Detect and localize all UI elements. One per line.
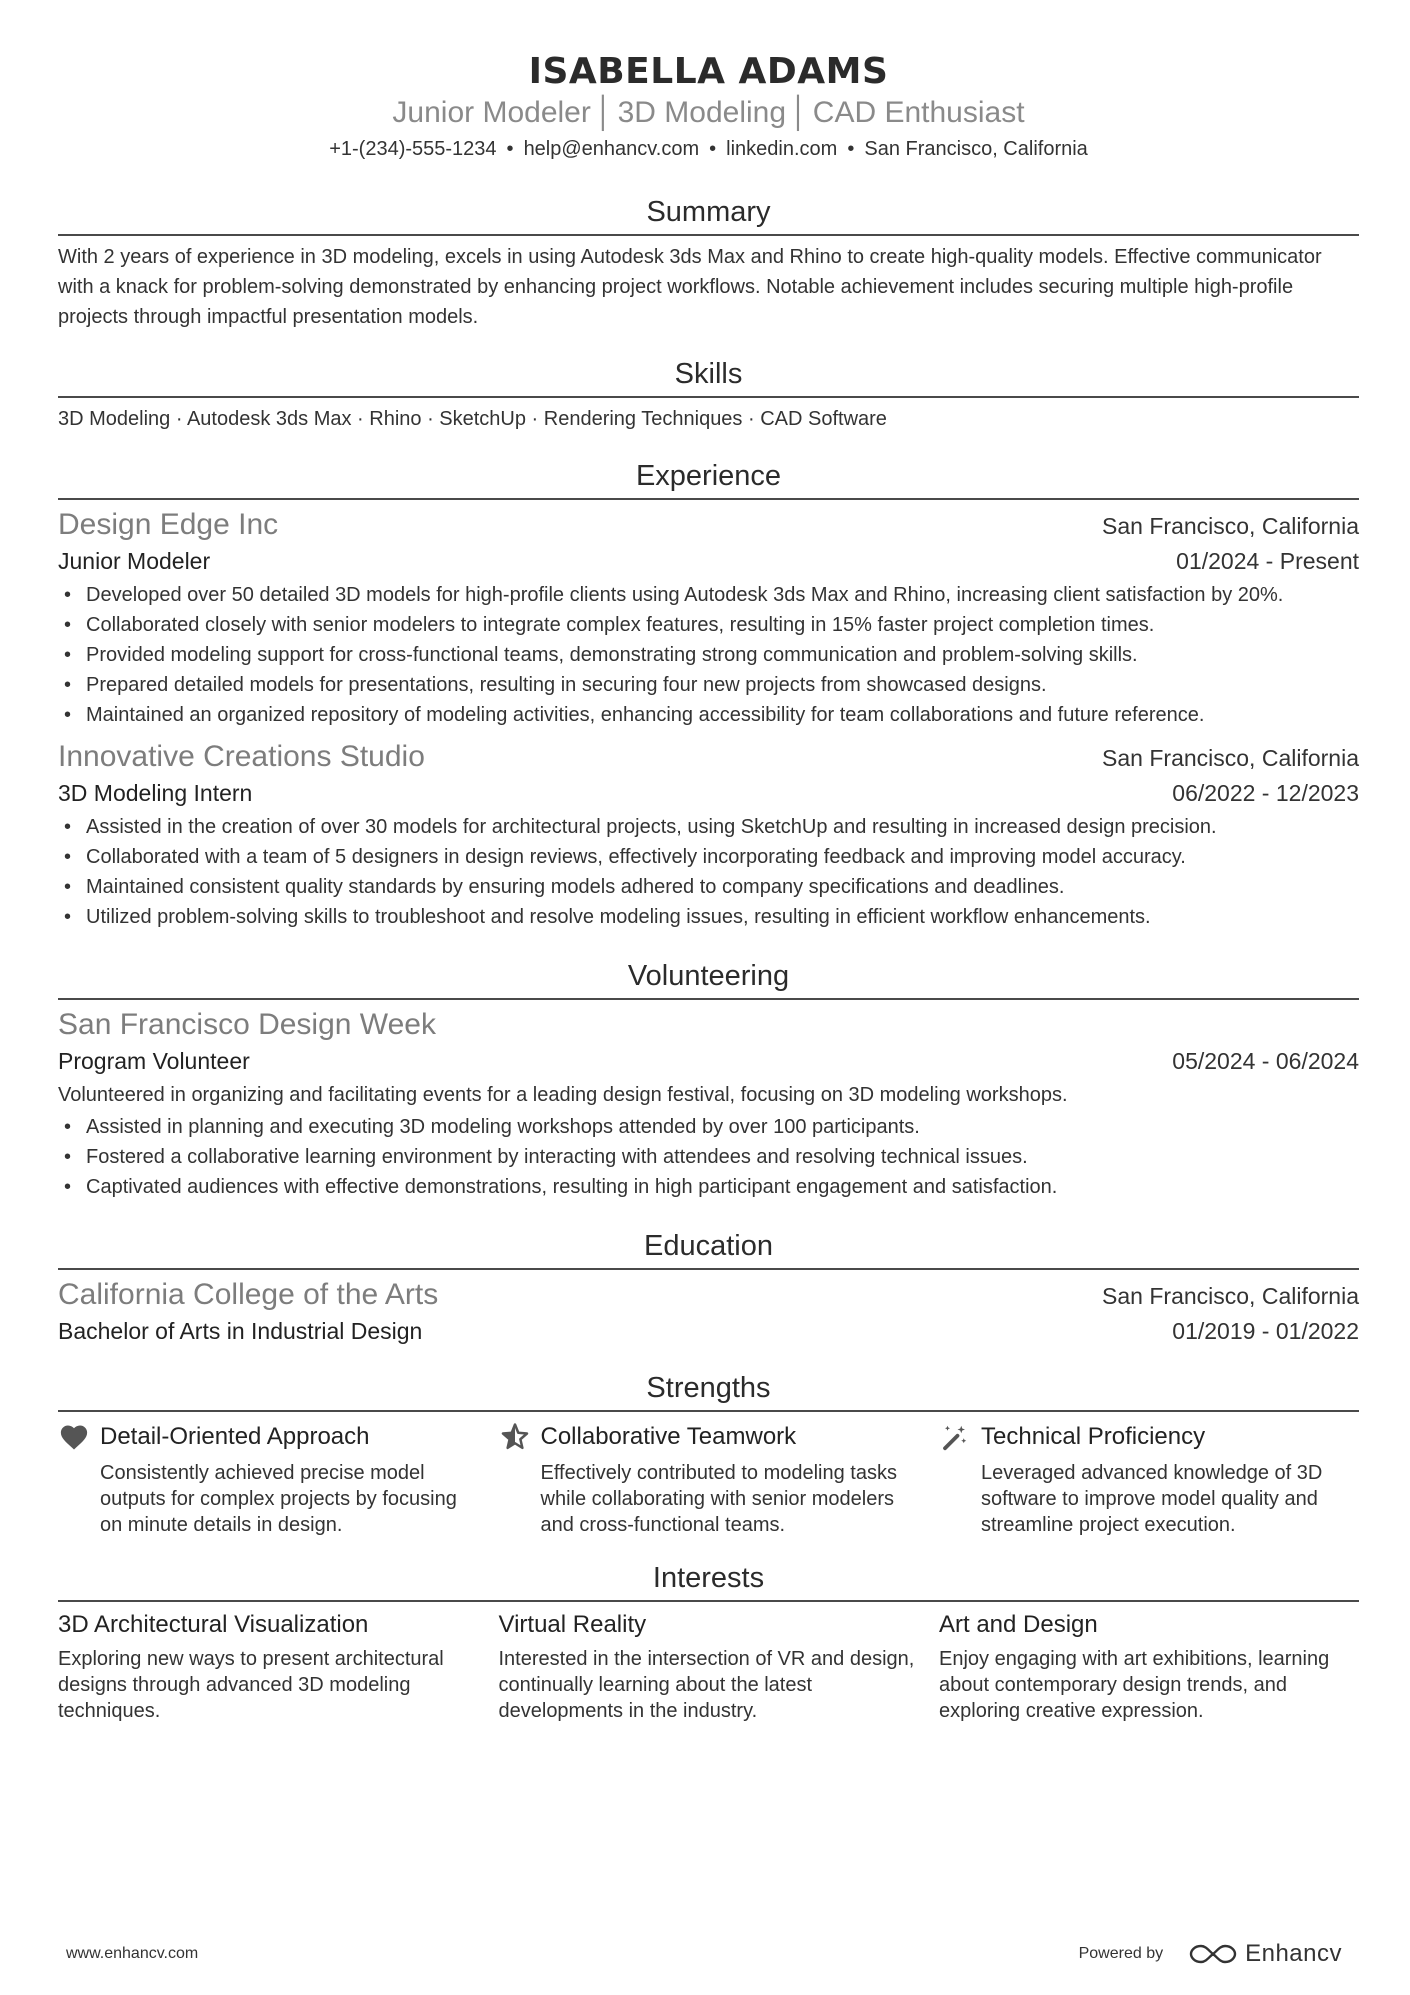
email-link[interactable]: help@enhancv.com — [523, 138, 700, 160]
section-title: Strengths — [58, 1370, 1359, 1412]
interest-title: Art and Design — [939, 1611, 1098, 1638]
organization-name: San Francisco Design Week — [58, 1008, 436, 1041]
job-title: Junior Modeler — [58, 548, 211, 574]
strength-title: Detail-Oriented Approach — [100, 1423, 370, 1450]
infinity-logo-icon — [1189, 1942, 1237, 1966]
interest-description: Interested in the intersection of VR and design, continually learning about the latest developments in the industry. — [498, 1648, 915, 1722]
list-item: • Assisted in the creation of over 30 models for architectural projects, using SketchUp and resulting in increased design precision. — [58, 812, 1359, 842]
job-bullets — [58, 580, 1359, 730]
job-location: San Francisco, California — [1102, 745, 1359, 771]
powered-by — [1079, 1940, 1342, 1968]
education-entry — [58, 1276, 1359, 1348]
magic-wand-icon — [939, 1421, 971, 1453]
list-item: • Captivated audiences with effective demonstrations, resulting in high participant engagement and satisfaction. — [58, 1172, 1359, 1202]
strength-title: Technical Proficiency — [981, 1423, 1206, 1450]
powered-by-label: Powered by — [1078, 1945, 1164, 1962]
job-entry — [58, 738, 1359, 932]
enhancv-logo[interactable] — [1189, 1940, 1342, 1968]
list-item: • Prepared detailed models for presentations, resulting in securing four new projects from showcased designs. — [58, 670, 1359, 700]
interest-item — [499, 1608, 919, 1724]
tagline-separator: │ — [790, 96, 809, 129]
list-item: • Maintained consistent quality standards by ensuring models adhered to company specifications and deadlines. — [58, 872, 1359, 902]
volunteer-entry — [58, 1006, 1359, 1202]
interest-item — [939, 1608, 1359, 1724]
resume-header — [58, 0, 1359, 164]
tagline — [58, 94, 1359, 132]
company-name: Innovative Creations Studio — [58, 740, 425, 773]
linkedin-link[interactable]: linkedin.com — [726, 138, 838, 160]
section-title: Education — [58, 1228, 1359, 1270]
heart-icon — [58, 1421, 90, 1453]
strength-item — [939, 1420, 1359, 1538]
list-item: • Collaborated with a team of 5 designers in design reviews, effectively incorporating feedback and improving model accuracy. — [58, 842, 1359, 872]
education-section — [58, 1228, 1359, 1348]
experience-section — [58, 458, 1359, 932]
job-title: 3D Modeling Intern — [58, 780, 253, 806]
phone-number: +1-(234)-555-1234 — [329, 138, 497, 160]
resume-page — [58, 0, 1359, 1724]
list-item: • Maintained an organized repository of modeling activities, enhancing accessibility for team collaborations and future reference. — [58, 700, 1359, 730]
tagline-separator: │ — [594, 96, 614, 129]
interests-list — [58, 1608, 1359, 1724]
job-entry — [58, 506, 1359, 730]
school-name: California College of the Arts — [58, 1278, 439, 1311]
interests-section — [58, 1560, 1359, 1724]
degree: Bachelor of Arts in Industrial Design — [58, 1318, 423, 1344]
strengths-list — [58, 1420, 1359, 1538]
list-item: • Assisted in planning and executing 3D modeling workshops attended by over 100 participants. — [58, 1112, 1359, 1142]
skills-list: 3D Modeling · Autodesk 3ds Max · Rhino · SketchUp · Rendering Techniques · CAD Software — [58, 408, 887, 430]
school-location: San Francisco, California — [1102, 1283, 1359, 1309]
list-item: • Provided modeling support for cross-functional teams, demonstrating strong communication and problem-solving skills. — [58, 640, 1359, 670]
website-link[interactable]: www.enhancv.com — [66, 1945, 199, 1962]
volunteer-dates: 05/2024 - 06/2024 — [1172, 1048, 1359, 1074]
star-icon — [499, 1421, 531, 1453]
summary-section — [58, 194, 1359, 332]
volunteer-bullets — [58, 1112, 1359, 1202]
strength-description: Effectively contributed to modeling tasks while collaborating with senior modelers and cross-functional teams. — [540, 1462, 897, 1536]
company-name: Design Edge Inc — [58, 508, 279, 541]
brand-name: Enhancv — [1245, 1940, 1342, 1967]
summary-text: With 2 years of experience in 3D modeling, excels in using Autodesk 3ds Max and Rhino to create high-quality models. Effective communicator with a knack for problem-solving demonstrated by enhancing project workflows. Notable achievement includes securing multiple high-profile projects through impactful presentation models. — [58, 246, 1322, 328]
list-item: • Utilized problem-solving skills to troubleshoot and resolve modeling issues, resulting in efficient workflow enhancements. — [58, 902, 1359, 932]
job-dates: 06/2022 - 12/2023 — [1172, 780, 1359, 806]
contact-line — [58, 134, 1359, 164]
strength-title: Collaborative Teamwork — [540, 1423, 797, 1450]
job-dates: 01/2024 - Present — [1176, 548, 1359, 574]
separator-dot: • — [506, 138, 514, 160]
interest-title: Virtual Reality — [498, 1611, 647, 1638]
section-title: Experience — [58, 458, 1359, 500]
strength-item — [58, 1420, 478, 1538]
separator-dot: • — [847, 138, 855, 160]
interest-item — [58, 1608, 478, 1724]
volunteer-role: Program Volunteer — [58, 1048, 250, 1074]
strength-item — [499, 1420, 919, 1538]
section-title: Summary — [58, 194, 1359, 236]
page-footer — [66, 1940, 1342, 1968]
location: San Francisco, California — [864, 138, 1088, 160]
strengths-section — [58, 1370, 1359, 1538]
separator-dot: • — [709, 138, 717, 160]
list-item: • Fostered a collaborative learning environment by interacting with attendees and resolving technical issues. — [58, 1142, 1359, 1172]
interest-description: Exploring new ways to present architectural designs through advanced 3D modeling techniques. — [58, 1648, 444, 1722]
interest-description: Enjoy engaging with art exhibitions, learning about contemporary design trends, and exploring creative expression. — [939, 1648, 1330, 1722]
volunteering-section — [58, 958, 1359, 1202]
list-item: • Collaborated closely with senior modelers to integrate complex features, resulting in 15% faster project completion times. — [58, 610, 1359, 640]
education-dates: 01/2019 - 01/2022 — [1172, 1318, 1359, 1344]
section-title: Volunteering — [58, 958, 1359, 1000]
job-location: San Francisco, California — [1102, 513, 1359, 539]
tagline-item: 3D Modeling — [617, 96, 787, 129]
tagline-item: CAD Enthusiast — [812, 96, 1025, 129]
section-title: Skills — [58, 356, 1359, 398]
tagline-item: Junior Modeler — [392, 96, 591, 129]
skills-section — [58, 356, 1359, 434]
strength-description: Leveraged advanced knowledge of 3D software to improve model quality and streamline project execution. — [981, 1462, 1323, 1536]
interest-title: 3D Architectural Visualization — [58, 1611, 369, 1638]
job-bullets — [58, 812, 1359, 932]
volunteer-description: Volunteered in organizing and facilitating events for a leading design festival, focusing on 3D modeling workshops. — [58, 1084, 1068, 1106]
section-title: Interests — [58, 1560, 1359, 1602]
candidate-name: ISABELLA ADAMS — [528, 51, 889, 92]
list-item: • Developed over 50 detailed 3D models for high-profile clients using Autodesk 3ds Max and Rhino, increasing client satisfaction by 20%. — [58, 580, 1359, 610]
strength-description: Consistently achieved precise model outputs for complex projects by focusing on minute details in design. — [100, 1462, 457, 1536]
